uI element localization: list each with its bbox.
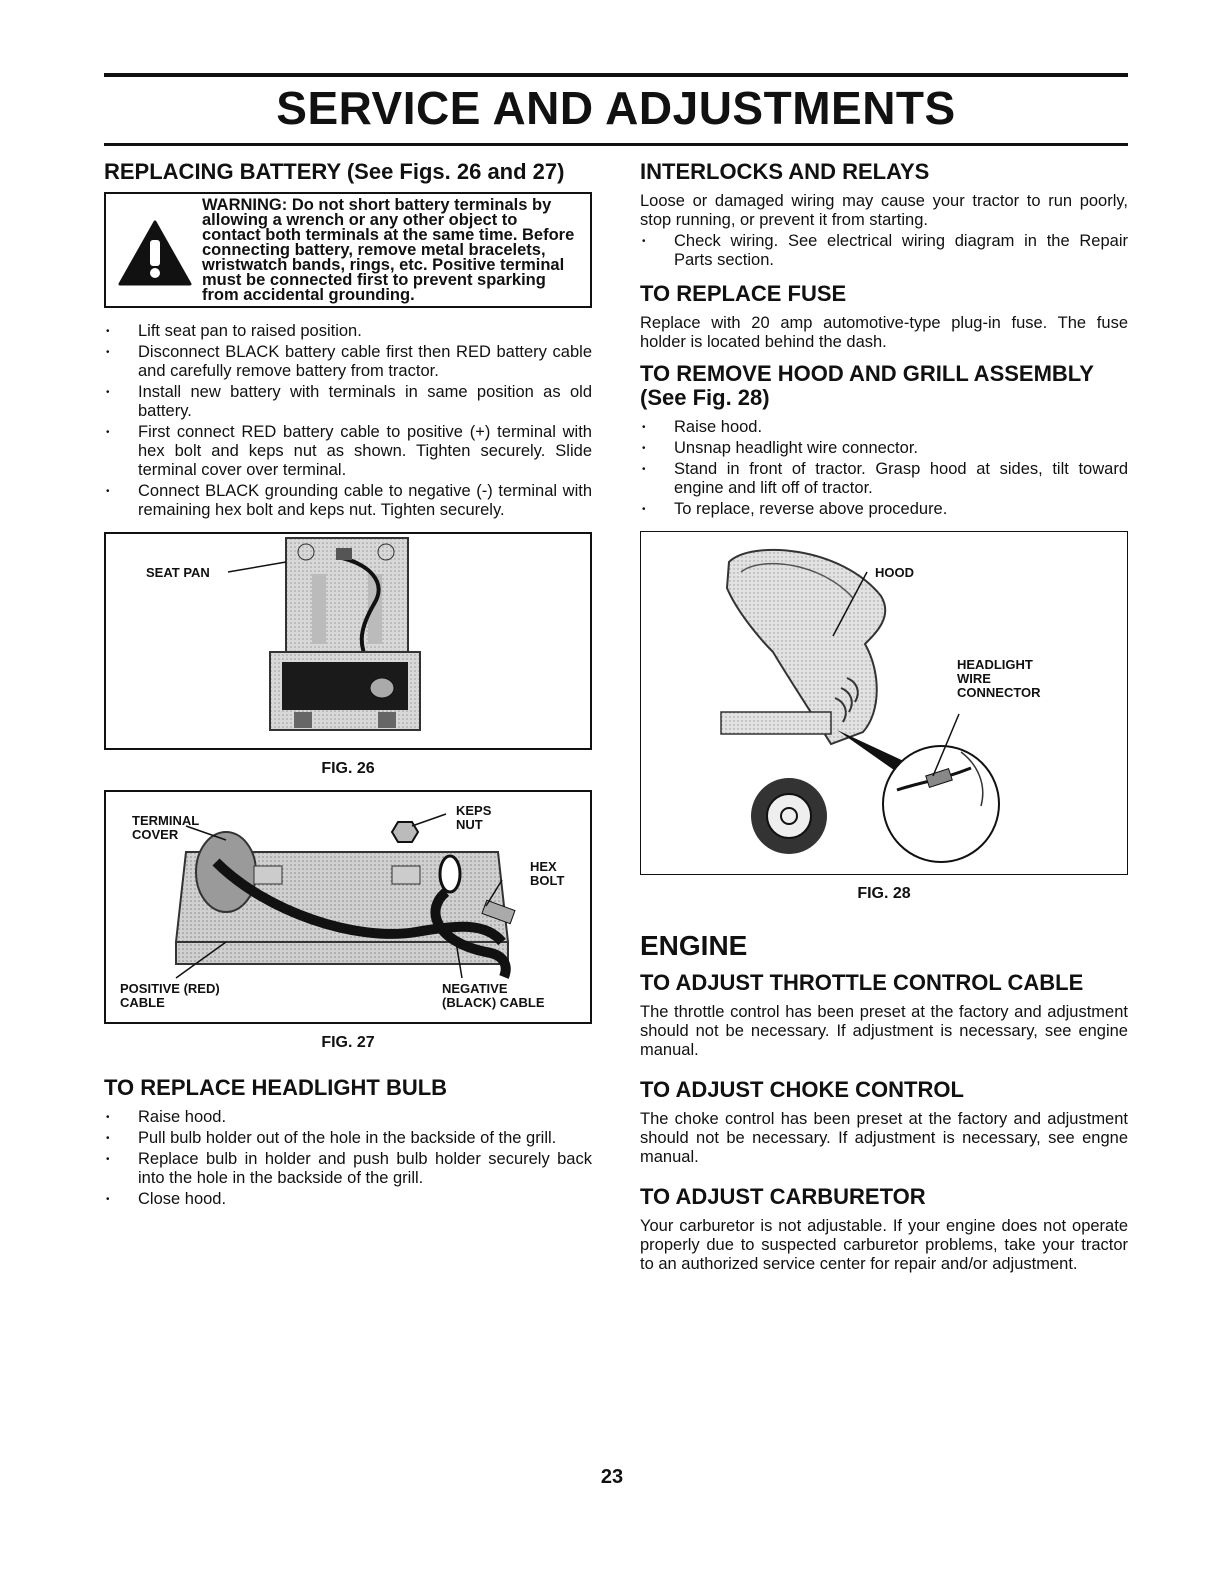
throttle-text: The throttle control has been preset at the factory and adjustment should not be necessary. If adjustment is necessary, see engine manual.: [640, 1003, 1128, 1059]
list-item: • Check wiring. See electrical wiring diagram in the Repair Parts section.: [640, 232, 1128, 270]
figure-27: [104, 790, 592, 1024]
fuse-text: Replace with 20 amp automotive-type plug-in fuse. The fuse holder is located behind the dash.: [640, 314, 1128, 351]
list-item: • Replace bulb in holder and push bulb holder securely back into the hole in the backside of the grill.: [104, 1150, 592, 1188]
interlocks-steps-list: [640, 232, 1128, 270]
warning-triangle-icon: [118, 220, 192, 286]
choke-text: The choke control has been preset at the factory and adjustment should not be necessary. If adjustment is necessary, see engne manual.: [640, 1110, 1128, 1166]
list-item: • Stand in front of tractor. Grasp hood at sides, tilt toward engine and lift off of tractor.: [640, 460, 1128, 498]
list-item: • Unsnap headlight wire connector.: [640, 439, 1128, 458]
negative-cable-label: NEGATIVE (BLACK) CABLE: [442, 981, 545, 1010]
list-item: • Pull bulb holder out of the hole in the backside of the grill.: [104, 1129, 592, 1148]
hood-steps-list: [640, 418, 1128, 519]
headlight-steps-list: [104, 1108, 592, 1209]
hood-heading: TO REMOVE HOOD AND GRILL ASSEMBLY (See Fig. 28): [640, 361, 1094, 410]
list-item: • Close hood.: [104, 1190, 592, 1209]
keps-nut-label: KEPS NUT: [456, 803, 492, 832]
throttle-heading: TO ADJUST THROTTLE CONTROL CABLE: [640, 970, 1084, 995]
hood-removal-illustration: [641, 532, 1127, 872]
engine-heading: ENGINE: [640, 930, 748, 961]
hex-bolt-label: HEX BOLT: [530, 859, 565, 888]
left-column: [104, 160, 592, 1221]
interlocks-text: Loose or damaged wiring may cause your tractor to run poorly, stop running, or prevent it from starting.: [640, 192, 1128, 229]
headlight-heading: TO REPLACE HEADLIGHT BULB: [104, 1075, 448, 1100]
list-item: • Raise hood.: [640, 418, 1128, 437]
headlight-connector-label: HEADLIGHT WIRE CONNECTOR: [957, 657, 1041, 700]
top-rule: [104, 73, 1128, 77]
list-item: • To replace, reverse above procedure.: [640, 500, 1128, 519]
battery-steps-list: [104, 322, 592, 520]
page-number: 23: [600, 1466, 624, 1488]
warning-text: WARNING: Do not short battery terminals by allowing a wrench or any other object to contact both terminals at the same time. Before connecting battery, remove metal bracelets, wristwatch bands, rings, etc. Positive terminal must be connected first to prevent sparking from accidental grounding.: [202, 196, 575, 304]
figure-28: [640, 531, 1128, 875]
warning-box: [104, 192, 592, 308]
carburetor-heading: TO ADJUST CARBURETOR: [640, 1184, 926, 1209]
choke-heading: TO ADJUST CHOKE CONTROL: [640, 1077, 964, 1102]
interlocks-heading: INTERLOCKS AND RELAYS: [640, 159, 930, 184]
page-title: SERVICE AND ADJUSTMENTS: [276, 82, 956, 134]
carburetor-text: Your carburetor is not adjustable. If your engine does not operate properly due to suspected carburetor problems, take your tractor to an authorized service center for repair and/or adjustment.: [640, 1217, 1128, 1273]
terminal-cover-label: TERMINAL COVER: [132, 813, 200, 842]
figure-26-caption: FIG. 26: [321, 760, 375, 777]
list-item: • Install new battery with terminals in same position as old battery.: [104, 383, 592, 421]
right-column: [640, 160, 1128, 1284]
list-item: • Raise hood.: [104, 1108, 592, 1127]
hood-label: HOOD: [875, 565, 914, 580]
figure-28-caption: FIG. 28: [857, 885, 911, 902]
fuse-heading: TO REPLACE FUSE: [640, 281, 847, 306]
seat-pan-label: SEAT PAN: [146, 565, 210, 580]
battery-heading: REPLACING BATTERY (See Figs. 26 and 27): [104, 159, 565, 184]
list-item: • Connect BLACK grounding cable to negative (-) terminal with remaining hex bolt and keps nut. Tighten securely.: [104, 482, 592, 520]
list-item: • Disconnect BLACK battery cable first then RED battery cable and carefully remove battery from tractor.: [104, 343, 592, 381]
title-underline: [104, 143, 1128, 146]
figure-26: [104, 532, 592, 750]
figure-27-caption: FIG. 27: [321, 1034, 375, 1051]
list-item: • First connect RED battery cable to positive (+) terminal with hex bolt and keps nut as shown. Tighten securely. Slide terminal cover over terminal.: [104, 423, 592, 480]
positive-cable-label: POSITIVE (RED) CABLE: [120, 981, 220, 1010]
list-item: • Lift seat pan to raised position.: [104, 322, 592, 341]
